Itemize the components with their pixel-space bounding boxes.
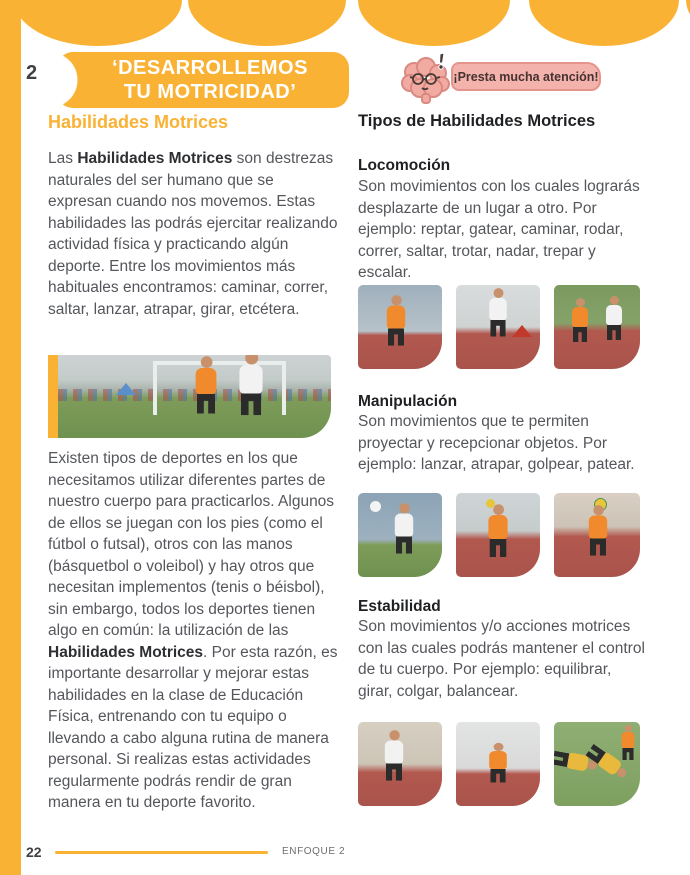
top-scallop-decoration <box>358 0 510 46</box>
locomocion-photo-row <box>358 285 640 369</box>
manipulacion-photo-row <box>358 493 640 577</box>
right-column-heading: Tipos de Habilidades Motrices <box>358 112 596 130</box>
sports-paragraph: Existen tipos de deportes en los que necesitamos utilizar diferentes partes de nuestro cuerpo para practicarlos. Algunos de ellos se juegan con los pies (como el fútbol o futsal), otros con las manos (básquetbol o voleibol) y hay otros que necesitan implementos (tenis o béisbol), sin embargo, todos los deportes tienen algo en común: la utilización de las Habilidades Motrices. Por esta razón, es importante desarrollar y mejorar estas habilidades en la clase de Educación Física, entrenando con tu equipo o llevando a cabo alguna rutina de manera personal. Si realizas estas actividades regularmente podrás rendir de gran manera en tu deporte favorito. <box>48 450 338 811</box>
ball-decoration <box>370 501 381 512</box>
person-figure <box>597 752 623 777</box>
person-figure <box>239 365 262 394</box>
photo-trotting-pair <box>554 285 640 369</box>
person-figure <box>489 298 507 320</box>
person-figure <box>606 305 622 325</box>
top-scallop-decoration <box>188 0 346 46</box>
section-text-manipulacion: Son movimientos que te permiten proyectar y recepcionar objetos. Por ejemplo: lanzar, atrapar, golpear, patear. <box>358 413 635 473</box>
section-text-estabilidad: Son movimientos y/o acciones motrices con las cuales podrás mantener el control de tu cuerpo. Por ejemplo: equilibrar, girar, colgar, balancear. <box>358 618 645 700</box>
photo-crouching <box>456 722 540 806</box>
section-title-locomocion: Locomoción <box>358 157 451 174</box>
person-figure <box>395 514 413 537</box>
goal-decoration <box>153 361 286 415</box>
page-number: 22 <box>26 844 42 860</box>
photo-soccer-kids <box>58 355 331 438</box>
banner-title-line1: ‘DESARROLLEMOS <box>112 57 308 79</box>
person-figure <box>488 515 507 539</box>
estabilidad-photo-row <box>358 722 640 806</box>
tent-decoration <box>116 383 136 395</box>
section-title-manipulacion: Manipulación <box>358 393 458 410</box>
footer-divider-line <box>55 851 268 854</box>
person-figure <box>572 307 588 327</box>
photo-heading-ball <box>554 493 640 577</box>
person-figure <box>196 368 217 394</box>
photo-running-track <box>358 285 442 369</box>
top-scallop-decoration <box>14 0 182 46</box>
person-figure <box>387 306 405 329</box>
flag-decoration <box>512 325 532 337</box>
section-title-estabilidad: Estabilidad <box>358 598 441 615</box>
soccer-photo-block <box>48 355 331 438</box>
intro-paragraph: Las Habilidades Motrices son destrezas naturales del ser humano que se expresan cuando nos movemos. Estas habilidades las podrás ejercitar realizando actividad física y practicando algún deporte. Entre los movimientos más habituales encontramos: caminar, correr, saltar, lanzar, atrapar, girar, etcétera. <box>48 150 338 318</box>
photo-kicking-ball <box>358 493 442 577</box>
footer-section-label: ENFOQUE 2 <box>282 846 346 857</box>
photo-jumping <box>456 285 540 369</box>
page-edge-bar <box>0 0 21 875</box>
photo-rolling-grass <box>554 722 640 806</box>
title-banner <box>57 52 349 108</box>
attention-badge: ¡Presta mucha atención! <box>451 62 601 91</box>
photo-balancing-run <box>358 722 442 806</box>
brain-mascot-icon <box>396 50 456 114</box>
person-figure <box>489 751 507 769</box>
chapter-number: 2 <box>26 62 38 84</box>
person-figure <box>622 732 635 748</box>
person-figure <box>385 741 403 764</box>
photo-throwing <box>456 493 540 577</box>
left-column-heading: Habilidades Motrices <box>48 112 229 132</box>
person-figure <box>589 516 607 539</box>
photo-accent-bar <box>48 355 58 438</box>
section-text-locomocion: Son movimientos con los cuales lograrás desplazarte de un lugar a otro. Por ejemplo: reptar, gatear, caminar, rodar, correr, saltar, trotar, nadar, trepar y escalar. <box>358 178 640 281</box>
top-scallop-decoration <box>529 0 679 46</box>
top-scallop-decoration <box>686 0 690 46</box>
banner-title-line2: TU MOTRICIDAD’ <box>123 81 297 103</box>
